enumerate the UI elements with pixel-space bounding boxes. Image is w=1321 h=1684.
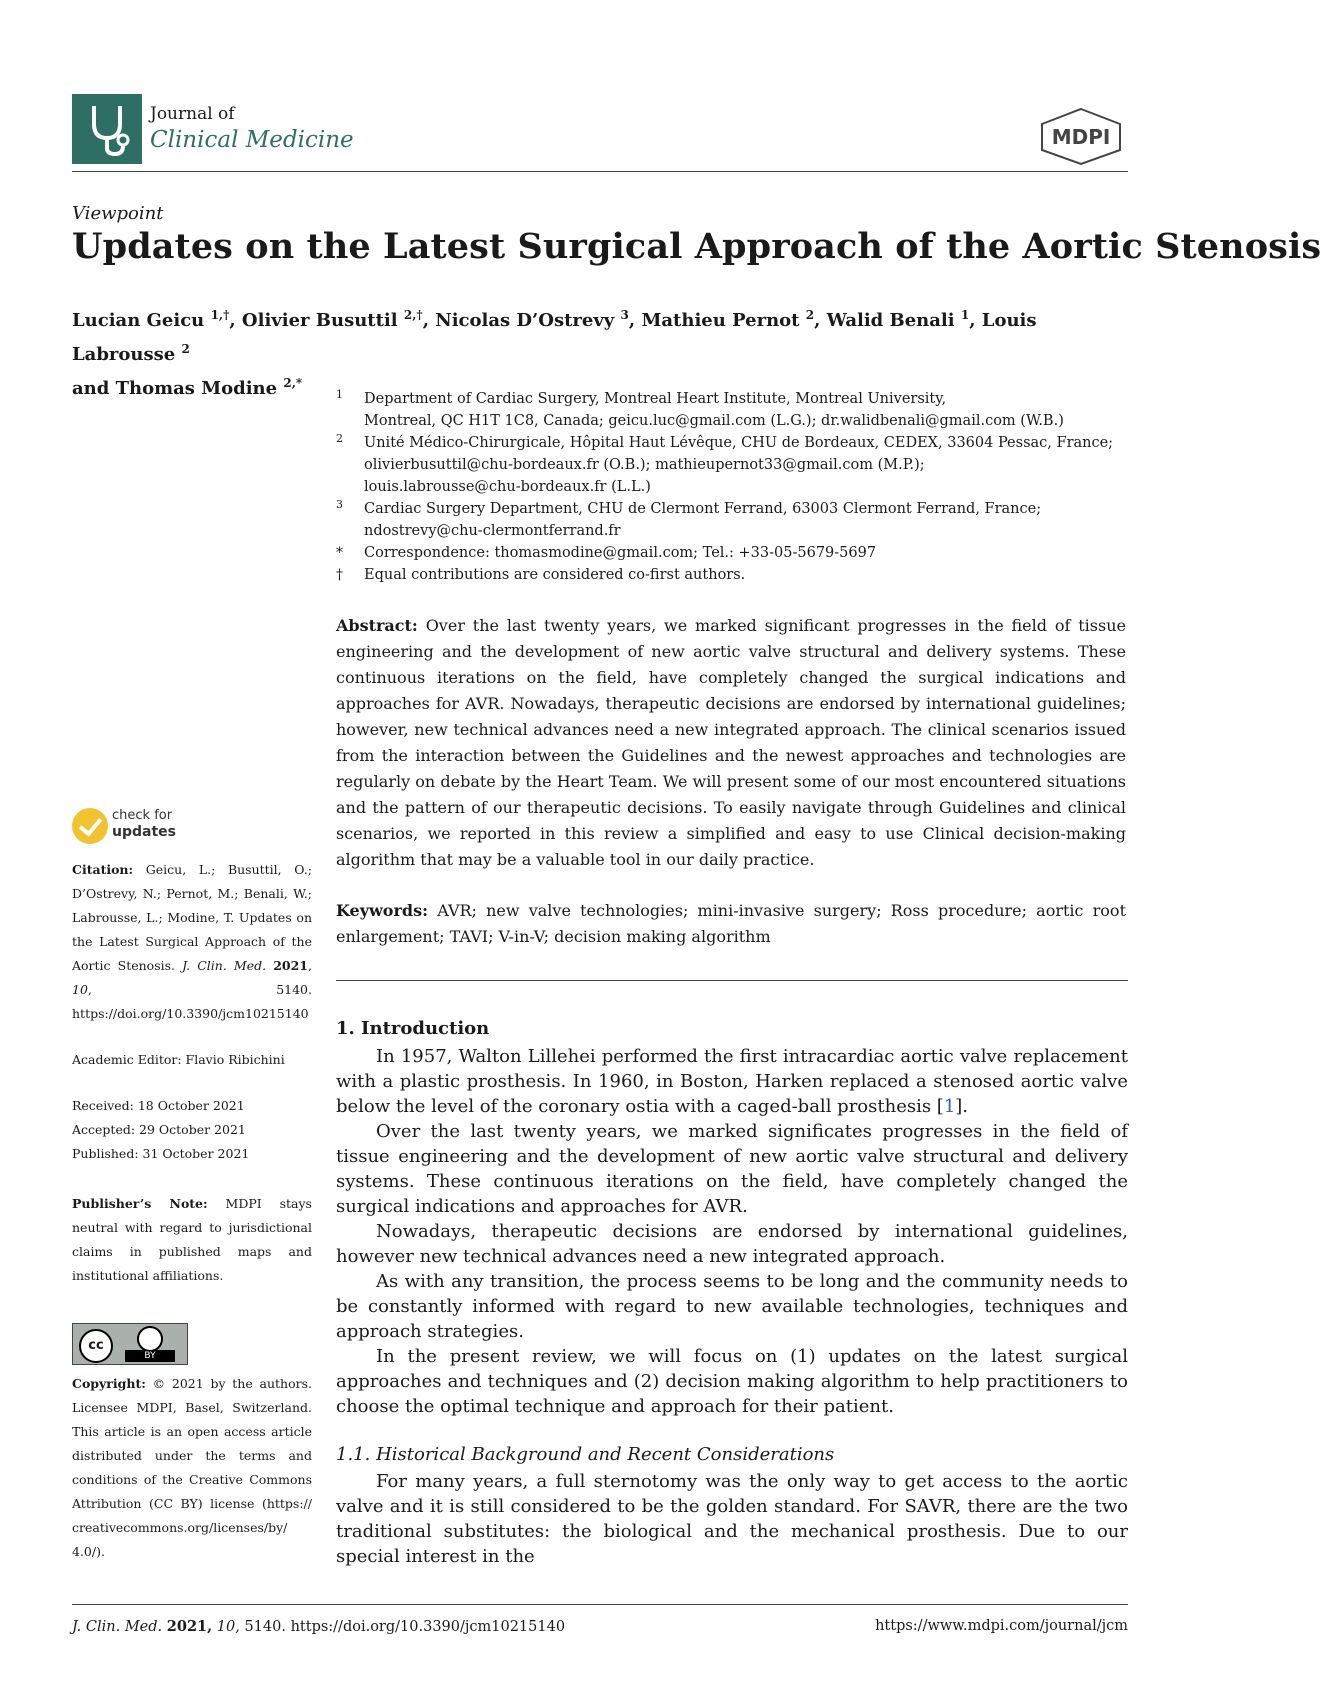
paragraph: Nowadays, therapeutic decisions are endorsed by international guidelines, however new technical advances need a new integrated approach. [336,1221,1128,1267]
cc-by-license-badge[interactable] [72,1323,188,1365]
published-date: Published: 31 October 2021 [72,1146,250,1161]
author-list: Lucian Geicu $^{1,\dagger}$, Olivier Busuttil $^{2,\dagger}$, Nicolas D’Ostrevy $^3$, Mathieu Pernot $^2$, Walid Benali $^1$, Louis Labrousse $^2$ and Thomas Modine $^{2,*}$ [72,308,1037,399]
abstract: Abstract: Over the last twenty years, we marked significant progresses in the field of tissue engineering and the development of new aortic valve structural and delivery systems. These continuous iterations on the field, have completely changed the surgical indications and approaches for AVR. Nowadays, therapeutic decisions are endorsed by international guidelines; however, new technical advances need a new integrated approach. The clinical scenarios issued from the interaction between the Guidelines and the newest approaches and technologies are regularly on debate by the Heart Team. We will present some of our most encountered situations and the pattern of our therapeutic decisions. To easily navigate through Guidelines and clinical scenarios, we reported in this review a simplified and easy to use Clinical decision-making algorithm that may be a valuable tool in our daily practice. [336,616,1126,869]
author: Olivier Busuttil [241,310,398,331]
author: Louis Labrousse [72,310,1037,365]
affiliation: 3 Cardiac Surgery Department, CHU de Clermont Ferrand, 63003 Clermont Ferrand, France; ndostrevy@chu-clermontferrand.fr [336,498,1042,539]
correspondence: * Correspondence: thomasmodine@gmail.com; Tel.: +33-05-5679-5697 [336,545,877,561]
academic-editor: Academic Editor: Flavio Ribichini [72,1052,285,1067]
article-type: Viewpoint [72,203,164,224]
author: Walid Benali [826,310,955,331]
journal-name: Clinical Medicine [150,127,354,153]
paragraph: Over the last twenty years, we marked significates progresses in the field of tissue engineering and the development of new aortic valve structural and delivery systems. These continuous iterations on the field, have completely changed the surgical indications and approaches for AVR. [336,1121,1128,1217]
journal-logo [72,94,142,164]
author: Nicolas D’Ostrevy [435,310,615,331]
keywords: Keywords: AVR; new valve technologies; mini-invasive surgery; Ross procedure; aortic root enlargement; TAVI; V-in-V; decision making algorithm [336,901,1126,946]
author: Lucian Geicu [72,310,205,331]
header-divider [72,171,1128,172]
subsection-text [336,1469,1128,1569]
citation: Citation: Geicu, L.; Busuttil, O.; D’Ostrevy, N.; Pernot, M.; Benali, W.; Labrousse, L.; Modine, T. Updates on the Latest Surgical Approach of the Aortic Stenosis. J. Clin. Med. 2021, 10, 5140. https://doi.org/10.3390/jcm10215140 [72,862,312,1021]
stethoscope-icon [72,94,142,164]
attribution-icon [137,1326,163,1352]
paragraph: In 1957, Walton Lillehei performed the first intracardiac aortic valve replacement with a plastic prosthesis. In 1960, in Boston, Harken replaced a stenosed aortic valve below the level of the coronary ostia with a caged-ball prosthesis [1]. [336,1046,1128,1117]
paragraph: In the present review, we will focus on (1) updates on the latest surgical approaches and techniques and (2) decision making algorithm to help practitioners to choose the optimal technique and approach for their patient. [336,1346,1128,1417]
affiliation: 1 Department of Cardiac Surgery, Montreal Heart Institute, Montreal University, Montreal, QC H1T 1C8, Canada; geicu.luc@gmail.com (L.G.); dr.walidbenali@gmail.com (W.B.) [336,388,1064,429]
check-for-updates-badge[interactable]: check for updates [72,808,292,848]
mdpi-logo-text: MDPI [1051,125,1111,149]
paragraph: As with any transition, the process seems to be long and the community needs to be constantly informed with regard to new available technologies, techniques and approach strategies. [336,1271,1128,1342]
reference-link[interactable]: 1 [943,1096,956,1117]
equal-contribution-note: † Equal contributions are considered co-first authors. [336,567,746,583]
article-title: Updates on the Latest Surgical Approach of the Aortic Stenosis [72,226,1321,267]
affiliation: 2 Unité Médico-Chirurgicale, Hôpital Haut Lévêque, CHU de Bordeaux, CEDEX, 33604 Pessac, France; olivierbusuttil@chu-bordeaux.fr (O.B.); mathieupernot33@gmail.com (M.P.); louis.labrousse@chu-bordeaux.fr (L.L.) [336,432,1114,495]
creative-commons-icon: cc [79,1329,113,1363]
by-label: BY [125,1350,175,1362]
received-date: Received: 18 October 2021 [72,1098,245,1113]
affiliations [336,388,1136,586]
section-heading: 1. Introduction [336,1018,490,1039]
publisher-note: Publisher’s Note: MDPI stays neutral with regard to jurisdictional claims in published maps and institutional affiliations. [72,1196,312,1283]
footer-citation: J. Clin. Med. 2021, 10, 5140. https://doi.org/10.3390/jcm10215140 [72,1618,566,1635]
abstract-divider [336,980,1128,981]
paragraph: For many years, a full sternotomy was the only way to get access to the aortic valve and it is still considered to be the golden standard. For SAVR, there are the two traditional substitutes: the biological and the mechanical prosthesis. Due to our special interest in the [336,1471,1128,1567]
footer-journal-url[interactable]: https://www.mdpi.com/journal/jcm [875,1618,1128,1634]
accepted-date: Accepted: 29 October 2021 [72,1122,246,1137]
mdpi-logo[interactable] [1036,106,1126,166]
author: Thomas Modine [115,378,278,399]
introduction-text [336,1044,1128,1419]
footer-divider [72,1604,1128,1605]
copyright: Copyright: © 2021 by the authors. Licensee MDPI, Basel, Switzerland. This article is an open access article distributed under the terms and conditions of the Creative Commons Attribution (CC BY) license (https:// creativecommons.org/licenses/by/ 4.0/). [72,1376,312,1559]
subsection-heading: 1.1. Historical Background and Recent Considerations [336,1444,835,1465]
author: Mathieu Pernot [641,310,800,331]
publication-dates [72,1094,312,1166]
check-icon [72,808,108,844]
journal-prefix: Journal of [150,104,235,124]
